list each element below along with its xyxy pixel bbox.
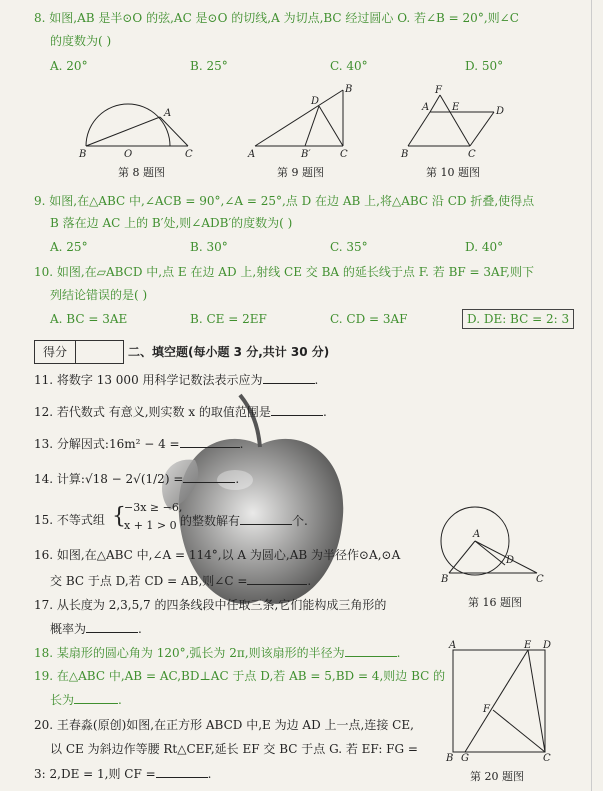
page-edge-divider <box>591 0 592 791</box>
q16-answer-blank[interactable] <box>247 572 307 585</box>
q13-answer-blank[interactable] <box>180 435 240 448</box>
q19-line1: 19. 在△ABC 中,AB = AC,BD⊥AC 于点 D,若 AB = 5,BD = 4,则边 BC 的 <box>34 669 446 683</box>
q11-answer-blank[interactable] <box>263 371 315 384</box>
svg-text:A: A <box>422 102 430 113</box>
q15-brace: { <box>112 504 126 529</box>
svg-text:B: B <box>441 574 449 585</box>
svg-text:G: G <box>461 753 469 764</box>
score-box <box>34 340 124 364</box>
score-field <box>76 341 123 363</box>
q9-line1: 9. 如图,在△ABC 中,∠ACB = 90°,∠A = 25°,点 D 在边 AB 上,将△ABC 沿 CD 折叠,使得点 <box>34 194 535 208</box>
q14-text: 14. 计算:√18 − 2√(1/2) = . <box>34 472 240 486</box>
svg-text:A: A <box>473 529 481 540</box>
q9-option-b: B. 30° <box>190 240 228 254</box>
svg-text:B′: B′ <box>301 149 311 160</box>
q10-line2: 列结论错误的是( ) <box>50 288 148 302</box>
q16-line1: 16. 如图,在△ABC 中,∠A = 114°,以 A 为圆心,AB 为半径作⊙A,⊙A <box>34 548 401 562</box>
q17-line2: 概率为 . <box>50 622 142 636</box>
svg-text:F: F <box>483 704 490 715</box>
q20-line2: 以 CE 为斜边作等腰 Rt△CEF,延长 EF 交 BC 于点 G. 若 EF: FG = <box>50 742 418 756</box>
q8-line1: 8. 如图,AB 是半⊙O 的弦,AC 是⊙O 的切线,A 为切点,BC 经过圆心 O. 若∠B = 20°,则∠C <box>34 11 519 25</box>
q13-text: 13. 分解因式:16m² − 4 = . <box>34 437 244 451</box>
q11-text: 11. 将数字 13 000 用科学记数法表示应为 . <box>34 373 319 387</box>
figure-8 <box>78 92 203 162</box>
figure-10 <box>400 82 510 162</box>
q12-text: 12. 若代数式 有意义,则实数 x 的取值范围是 . <box>34 405 327 419</box>
svg-text:D: D <box>496 106 505 117</box>
svg-text:B: B <box>401 149 409 160</box>
q8-line2: 的度数为( ) <box>50 34 112 48</box>
svg-text:C: C <box>543 753 551 764</box>
q20-line3: 3: 2,DE = 1,则 CF = . <box>34 767 212 781</box>
q8-option-a: A. 20° <box>50 59 88 73</box>
q15-answer-blank[interactable] <box>240 512 292 525</box>
svg-text:O: O <box>124 149 133 160</box>
fig9-caption: 第 9 题图 <box>277 166 324 179</box>
q19-answer-blank[interactable] <box>74 691 118 704</box>
svg-text:B: B <box>345 84 353 95</box>
q10-option-a: A. BC = 3AE <box>50 312 128 326</box>
q9-line2: B 落在边 AC 上的 B′处,则∠ADB′的度数为( ) <box>50 216 293 230</box>
q17-answer-blank[interactable] <box>86 620 138 633</box>
svg-text:C: C <box>185 149 193 160</box>
svg-text:D: D <box>543 640 552 651</box>
svg-text:A: A <box>248 149 256 160</box>
q15-ineq2: x + 1 > 0 <box>124 519 177 532</box>
q16-line2: 交 BC 于点 D,若 CD = AB,则∠C = . <box>50 574 312 588</box>
q12-answer-blank[interactable] <box>271 403 323 416</box>
q10-option-c: C. CD = 3AF <box>330 312 408 326</box>
q9-option-d: D. 40° <box>465 240 504 254</box>
q19-line2: 长为 . <box>50 693 122 707</box>
score-label: 得分 <box>35 341 76 363</box>
svg-text:A: A <box>164 108 172 119</box>
q15-ineq1: −3x ≥ −6, <box>124 501 183 514</box>
svg-text:D: D <box>506 555 515 566</box>
svg-text:F: F <box>435 85 442 96</box>
q8-option-b: B. 25° <box>190 59 228 73</box>
q20-answer-blank[interactable] <box>156 765 208 778</box>
fig8-semicircle <box>86 104 170 146</box>
q10-line1: 10. 如图,在▱ABCD 中,点 E 在边 AD 上,射线 CE 交 BA 的延长线于点 F. 若 BF = 3AF,则下 <box>34 265 534 279</box>
svg-text:B: B <box>446 753 454 764</box>
q18-answer-blank[interactable] <box>345 644 397 657</box>
svg-text:D: D <box>311 96 320 107</box>
q17-line1: 17. 从长度为 2,3,5,7 的四条线段中任取三条,它们能构成三角形的 <box>34 598 387 612</box>
q15-prefix: 15. 不等式组 <box>34 513 105 527</box>
figure-20 <box>443 640 558 765</box>
svg-text:E: E <box>524 640 532 651</box>
figure-9 <box>245 82 360 162</box>
svg-text:E: E <box>452 102 460 113</box>
q20-line1: 20. 王春淼(原创)如图,在正方形 ABCD 中,E 为边 AD 上一点,连接 CE, <box>34 718 414 732</box>
fig8-caption: 第 8 题图 <box>118 166 165 179</box>
q9-option-c: C. 35° <box>330 240 368 254</box>
svg-text:C: C <box>340 149 348 160</box>
q9-option-a: A. 25° <box>50 240 88 254</box>
fig16-caption: 第 16 题图 <box>468 596 522 609</box>
q8-option-d: D. 50° <box>465 59 504 73</box>
q10-option-b: B. CE = 2EF <box>190 312 267 326</box>
svg-text:C: C <box>536 574 544 585</box>
q10-option-d: D. DE: BC = 2: 3 <box>462 309 574 329</box>
figure-16 <box>433 505 553 590</box>
q14-answer-blank[interactable] <box>183 470 235 483</box>
svg-text:B: B <box>79 149 87 160</box>
section-title: 二、填空题(每小题 3 分,共计 30 分) <box>128 345 330 359</box>
q8-option-c: C. 40° <box>330 59 368 73</box>
fig20-caption: 第 20 题图 <box>470 770 524 783</box>
fig10-caption: 第 10 题图 <box>426 166 480 179</box>
q18-text: 18. 某扇形的圆心角为 120°,弧长为 2π,则该扇形的半径为 . <box>34 646 401 660</box>
svg-text:C: C <box>468 149 476 160</box>
svg-text:A: A <box>449 640 457 651</box>
q15-suffix: 的整数解有 个. <box>180 514 308 528</box>
